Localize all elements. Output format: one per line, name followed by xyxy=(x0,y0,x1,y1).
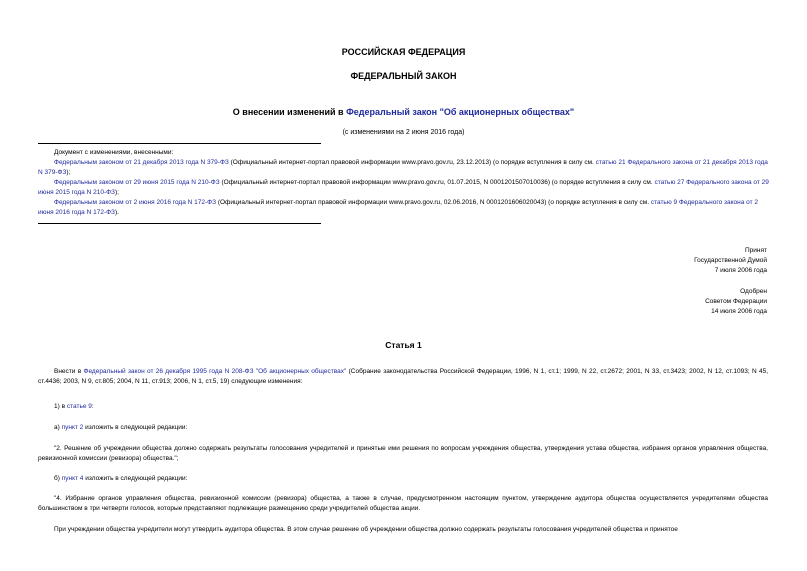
clause-4-link[interactable]: пункт 4 xyxy=(61,475,84,482)
change-item: Федеральным законом от 21 декабря 2013 года N 379-ФЗ (Официальный интернет-портал правовой информации www.pravo.gov.ru, 23.12.2013) (о порядке вступления в силу см. статью 21 Федерального закона от 21 декабря 2013 года N 379-ФЗ); xyxy=(38,159,768,176)
article-heading: Статья 1 xyxy=(385,340,422,350)
country-heading: РОССИЙСКАЯ ФЕДЕРАЦИЯ xyxy=(341,47,466,57)
article-paragraph: "2. Решение об учреждении общества должно содержать результаты голосования учредителей и принятые ими решения по вопросам учреждения общества, утверждения устава общества, избрания органов управления общества, ревизионной комиссии (ревизора) общества."; xyxy=(38,445,768,462)
clause-2-link[interactable]: пункт 2 xyxy=(61,424,84,431)
change-item: Федеральным законом от 2 июня 2016 года N 172-ФЗ (Официальный интернет-портал правовой информации www.pravo.gov.ru, 02.06.2016, N 0001201606020043) (о порядке вступления в силу см. статью 9 Федерального закона от 2 июня 2016 года N 172-ФЗ). xyxy=(38,199,759,216)
approved-block xyxy=(600,287,767,317)
approved-date: 14 июля 2006 года xyxy=(711,308,767,315)
title-prefix: О внесении изменений в xyxy=(232,107,347,117)
adopted-date: 7 июля 2006 года xyxy=(714,267,767,274)
adopted-body: Государственной Думой xyxy=(694,257,767,264)
adopted-label: Принят xyxy=(744,247,767,254)
amending-law-link[interactable]: Федеральным законом от 21 декабря 2013 года N 379-ФЗ xyxy=(54,159,229,166)
revision-note: (с изменениями на 2 июня 2016 года) xyxy=(342,129,465,136)
approved-label: Одобрен xyxy=(740,288,767,295)
article-9-link[interactable]: статье 9 xyxy=(66,403,92,410)
changes-bottom-divider xyxy=(38,223,321,224)
article-paragraph: 1) в статье 9: xyxy=(54,403,94,410)
entry-into-force-link[interactable]: статью 21 Федерального закона от 21 декабря 2013 года N 379-ФЗ xyxy=(38,159,768,176)
amending-law-link[interactable]: Федеральным законом от 2 июня 2016 года N 172-ФЗ xyxy=(54,199,217,206)
article-paragraph: б) пункт 4 изложить в следующей редакции: xyxy=(54,475,188,482)
document-type-heading: ФЕДЕРАЛЬНЫЙ ЗАКОН xyxy=(350,71,457,81)
changes-top-divider xyxy=(38,143,321,144)
article-paragraph: "4. Избрание органов управления общества, ревизионной комиссии (ревизора) общества, а также в случае, предусмотренном настоящим пунктом, утверждение аудитора общества осуществляется учредителями общества большинством в три четверти голосов, которые представляют подлежащие размещению среди учредителей общества акции. xyxy=(38,495,768,512)
title-law-link[interactable]: Федеральный закон "Об акционерных обществах" xyxy=(346,107,575,117)
change-item: Федеральным законом от 29 июня 2015 года N 210-ФЗ (Официальный интернет-портал правовой информации www.pravo.gov.ru, 01.07.2015, N 0001201507010036) (о порядке вступления в силу см. статью 27 Федерального закона от 29 июня 2015 года N 210-ФЗ); xyxy=(38,179,769,196)
entry-into-force-link[interactable]: статью 27 Федерального закона от 29 июня 2015 года N 210-ФЗ xyxy=(38,179,769,196)
adopted-block xyxy=(600,246,767,276)
entry-into-force-link[interactable]: статью 9 Федерального закона от 2 июня 2016 года N 172-ФЗ xyxy=(38,199,759,216)
changes-block xyxy=(38,148,770,218)
document-title xyxy=(0,107,807,117)
amending-law-link[interactable]: Федеральным законом от 29 июня 2015 года N 210-ФЗ xyxy=(54,179,220,186)
base-law-link[interactable]: Федеральный закон от 26 декабря 1995 года N 208-ФЗ "Об акционерных обществах" xyxy=(83,368,347,375)
approved-body: Советом Федерации xyxy=(705,298,767,305)
article-paragraph: Внести в Федеральный закон от 26 декабря 1995 года N 208-ФЗ "Об акционерных обществах" (Собрание законодательства Российской Федерации, 1996, N 1, ст.1; 1999, N 22, ст.2672; 2001, N 33, ст.3423; 2002, N 12, ст.1093; N 45, ст.4436; 2003, N 9, ст.805; 2004, N 11, ст.913; 2006, N 1, ст.5, 19) следующие изменения: xyxy=(38,368,768,385)
article-paragraph: При учреждении общества учредители могут утвердить аудитора общества. В этом случае решение об учреждении общества должно содержать результаты голосования учредителей общества и принятое xyxy=(54,526,678,533)
changes-intro: Документ с изменениями, внесенными: xyxy=(54,149,174,156)
article-paragraph: а) пункт 2 изложить в следующей редакции: xyxy=(54,424,188,431)
